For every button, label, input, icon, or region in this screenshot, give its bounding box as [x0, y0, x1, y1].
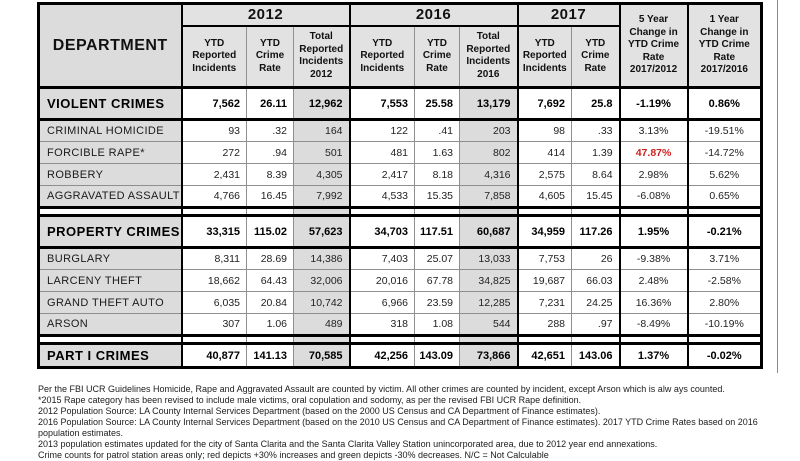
- table-row-grand-theft-auto: [39, 292, 762, 314]
- five-year-change-header: 5 Year Change in YTD Crime Rate 2017/2012: [620, 4, 688, 88]
- cell: 26: [572, 248, 620, 270]
- cell: 2.98%: [620, 164, 688, 186]
- table-row-forcible-rape: [39, 142, 762, 164]
- one-year-change-header: 1 Year Change in YTD Crime Rate 2017/2016: [688, 4, 762, 88]
- footnotes: [38, 384, 786, 461]
- cell: .41: [415, 120, 460, 142]
- cell: 7,553: [350, 88, 415, 120]
- cell: 2.48%: [620, 270, 688, 292]
- cell: -8.49%: [620, 314, 688, 336]
- footnote-line: 2012 Population Source: LA County Internal Services Department (based on the 2000 US Census and CA Department of Finance estimates).: [38, 406, 601, 416]
- cell: 122: [350, 120, 415, 142]
- cell: 307: [182, 314, 247, 336]
- cell: 42,256: [350, 344, 415, 368]
- table-row-violent-crimes: [39, 88, 762, 120]
- cell: 16.45: [247, 186, 294, 208]
- col-header-2016-ytd-rate: YTD Crime Rate: [415, 26, 460, 88]
- cell: [460, 208, 518, 216]
- cell: 8.64: [572, 164, 620, 186]
- cell: [182, 208, 247, 216]
- col-header-2012-ytd-reported: YTD Reported Incidents: [182, 26, 247, 88]
- cell: 2.80%: [688, 292, 762, 314]
- cell: [182, 336, 247, 344]
- cell: 7,992: [294, 186, 350, 208]
- cell: 34,959: [518, 216, 572, 248]
- cell: 24.25: [572, 292, 620, 314]
- footnote-line: *2015 Rape category has been revised to include male victims, oral copulation and sodomy, as per the revised FBI UCR Rape definition.: [38, 395, 582, 405]
- cell: 0.65%: [688, 186, 762, 208]
- cell: 10,742: [294, 292, 350, 314]
- cell: .33: [572, 120, 620, 142]
- row-label: PROPERTY CRIMES: [39, 216, 182, 248]
- cell: 8,311: [182, 248, 247, 270]
- cell: 288: [518, 314, 572, 336]
- cell: [460, 336, 518, 344]
- cell: 4,766: [182, 186, 247, 208]
- table-row-robbery: [39, 164, 762, 186]
- cell: 4,305: [294, 164, 350, 186]
- cell: 20.84: [247, 292, 294, 314]
- cell: 7,753: [518, 248, 572, 270]
- cell: -9.38%: [620, 248, 688, 270]
- row-label: CRIMINAL HOMICIDE: [39, 120, 182, 142]
- cell: 0.86%: [688, 88, 762, 120]
- cell: -0.02%: [688, 344, 762, 368]
- cell: .32: [247, 120, 294, 142]
- cell: [518, 336, 572, 344]
- cell: -0.21%: [688, 216, 762, 248]
- cell: 70,585: [294, 344, 350, 368]
- table-header: [39, 4, 762, 88]
- cell: [350, 208, 415, 216]
- cell: [620, 208, 688, 216]
- cell: 4,605: [518, 186, 572, 208]
- cell: [572, 336, 620, 344]
- cell: 117.26: [572, 216, 620, 248]
- cell: 64.43: [247, 270, 294, 292]
- cell: 318: [350, 314, 415, 336]
- year-group-2012: 2012: [182, 4, 350, 26]
- cell: [620, 336, 688, 344]
- cell: 203: [460, 120, 518, 142]
- cell: 2,417: [350, 164, 415, 186]
- cell: 12,962: [294, 88, 350, 120]
- year-group-2017: 2017: [518, 4, 620, 26]
- cell: 19,687: [518, 270, 572, 292]
- cell: 34,703: [350, 216, 415, 248]
- cell: 20,016: [350, 270, 415, 292]
- table-row-criminal-homicide: [39, 120, 762, 142]
- cell: 7,858: [460, 186, 518, 208]
- cell: 1.39: [572, 142, 620, 164]
- cell: 34,825: [460, 270, 518, 292]
- cell: 47.87%: [620, 142, 688, 164]
- cell: 60,687: [460, 216, 518, 248]
- row-label: BURGLARY: [39, 248, 182, 270]
- cell: 3.71%: [688, 248, 762, 270]
- cell: 4,316: [460, 164, 518, 186]
- cell: [294, 336, 350, 344]
- cell: 23.59: [415, 292, 460, 314]
- cell: [247, 208, 294, 216]
- cell: 164: [294, 120, 350, 142]
- row-label: FORCIBLE RAPE*: [39, 142, 182, 164]
- table-row-aggravated-assault: [39, 186, 762, 208]
- row-label: AGGRAVATED ASSAULT: [39, 186, 182, 208]
- crime-stats-table: [37, 2, 763, 369]
- cell: 67.78: [415, 270, 460, 292]
- cell: -6.08%: [620, 186, 688, 208]
- footnote-line: 2013 population estimates updated for the city of Santa Clarita and the Santa Clarita Valley Station unincorporated area, due to 2012 year end annexations.: [38, 439, 658, 449]
- cell: 66.03: [572, 270, 620, 292]
- cell: [350, 336, 415, 344]
- cell: 40,877: [182, 344, 247, 368]
- cell: 98: [518, 120, 572, 142]
- row-label: GRAND THEFT AUTO: [39, 292, 182, 314]
- col-header-2016-total: Total Reported Incidents 2016: [460, 26, 518, 88]
- spacer-row: [39, 336, 762, 344]
- cell: [247, 336, 294, 344]
- table-row-property-crimes: [39, 216, 762, 248]
- cell: 115.02: [247, 216, 294, 248]
- cell: 15.45: [572, 186, 620, 208]
- cell: 2,431: [182, 164, 247, 186]
- cell: 1.37%: [620, 344, 688, 368]
- cell: 7,692: [518, 88, 572, 120]
- cell: 7,231: [518, 292, 572, 314]
- cell: [688, 336, 762, 344]
- cell: 544: [460, 314, 518, 336]
- cell: 272: [182, 142, 247, 164]
- spacer-row: [39, 208, 762, 216]
- cell: 1.63: [415, 142, 460, 164]
- col-header-2012-total: Total Reported Incidents 2012: [294, 26, 350, 88]
- cell: 25.07: [415, 248, 460, 270]
- cell: 5.62%: [688, 164, 762, 186]
- cell: 16.36%: [620, 292, 688, 314]
- cell: 13,033: [460, 248, 518, 270]
- cell: 1.95%: [620, 216, 688, 248]
- table-row-arson: [39, 314, 762, 336]
- col-header-2016-ytd-reported: YTD Reported Incidents: [350, 26, 415, 88]
- cell: 489: [294, 314, 350, 336]
- cell: 28.69: [247, 248, 294, 270]
- cell: 12,285: [460, 292, 518, 314]
- table-row-burglary: [39, 248, 762, 270]
- cell: 15.35: [415, 186, 460, 208]
- cell: 1.06: [247, 314, 294, 336]
- department-header: DEPARTMENT: [39, 4, 182, 88]
- cell: 6,035: [182, 292, 247, 314]
- row-label: LARCENY THEFT: [39, 270, 182, 292]
- row-label: VIOLENT CRIMES: [39, 88, 182, 120]
- cell: -10.19%: [688, 314, 762, 336]
- cell: 18,662: [182, 270, 247, 292]
- col-header-2012-ytd-rate: YTD Crime Rate: [247, 26, 294, 88]
- cell: 8.39: [247, 164, 294, 186]
- cell: 117.51: [415, 216, 460, 248]
- cell: .94: [247, 142, 294, 164]
- table-row-larceny-theft: [39, 270, 762, 292]
- cell: 414: [518, 142, 572, 164]
- cell: 141.13: [247, 344, 294, 368]
- col-header-2017-ytd-rate: YTD Crime Rate: [572, 26, 620, 88]
- cell: 2,575: [518, 164, 572, 186]
- table-body: [39, 88, 762, 368]
- cell: [518, 208, 572, 216]
- cropped-column-edge: [777, 0, 778, 373]
- cell: 14,386: [294, 248, 350, 270]
- cell: 42,651: [518, 344, 572, 368]
- cell: 8.18: [415, 164, 460, 186]
- cell: 481: [350, 142, 415, 164]
- footnote-line: Crime counts for patrol station areas only; red depicts +30% increases and green depicts -30% decreases. N/C = Not Calculable: [38, 450, 549, 460]
- cell: 802: [460, 142, 518, 164]
- row-label: ARSON: [39, 314, 182, 336]
- cell: [415, 336, 460, 344]
- cell: 32,006: [294, 270, 350, 292]
- cell: 7,403: [350, 248, 415, 270]
- cell: .97: [572, 314, 620, 336]
- cell: -19.51%: [688, 120, 762, 142]
- footnote-line: 2016 Population Source: LA County Internal Services Department (based on the 2010 US Census and CA Department of Finance estimates). 2017 YTD Crime Rates based on 2016 population estimates.: [38, 417, 758, 438]
- cell: 13,179: [460, 88, 518, 120]
- cell: [415, 208, 460, 216]
- cell: 501: [294, 142, 350, 164]
- cell: 143.09: [415, 344, 460, 368]
- cell: 1.08: [415, 314, 460, 336]
- cell: [688, 208, 762, 216]
- cell: 93: [182, 120, 247, 142]
- cell: 25.8: [572, 88, 620, 120]
- year-group-2016: 2016: [350, 4, 518, 26]
- cell: 25.58: [415, 88, 460, 120]
- row-label: PART I CRIMES: [39, 344, 182, 368]
- year-group-row: [39, 4, 762, 26]
- cell: 143.06: [572, 344, 620, 368]
- cell: -2.58%: [688, 270, 762, 292]
- cell: 6,966: [350, 292, 415, 314]
- cell: -14.72%: [688, 142, 762, 164]
- spacer-cell: [39, 208, 182, 216]
- spacer-cell: [39, 336, 182, 344]
- cell: 7,562: [182, 88, 247, 120]
- cell: 73,866: [460, 344, 518, 368]
- row-label: ROBBERY: [39, 164, 182, 186]
- cell: -1.19%: [620, 88, 688, 120]
- cell: 57,623: [294, 216, 350, 248]
- footnote-line: Per the FBI UCR Guidelines Homicide, Rape and Aggravated Assault are counted by victim. All other crimes are counted by incident, except Arson which is alw ays counted.: [38, 384, 725, 394]
- cell: 3.13%: [620, 120, 688, 142]
- cell: 26.11: [247, 88, 294, 120]
- cell: 33,315: [182, 216, 247, 248]
- cell: [294, 208, 350, 216]
- table-row-part-i-crimes: [39, 344, 762, 368]
- col-header-2017-ytd-reported: YTD Reported Incidents: [518, 26, 572, 88]
- cell: 4,533: [350, 186, 415, 208]
- cell: [572, 208, 620, 216]
